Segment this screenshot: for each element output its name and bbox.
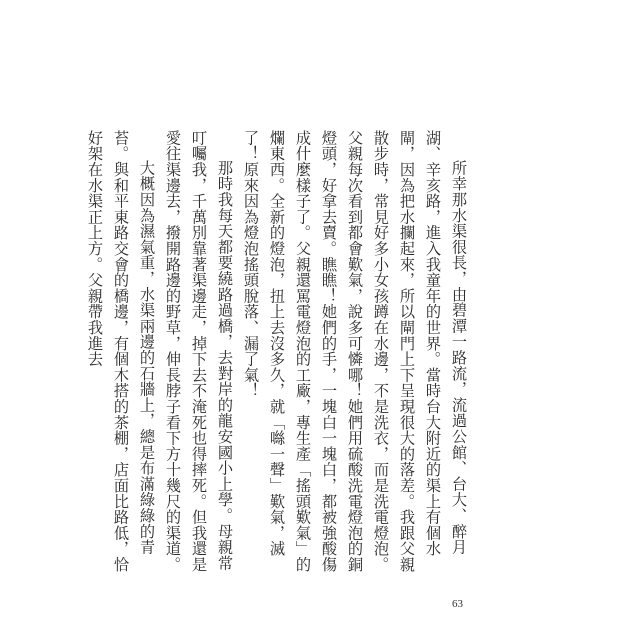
paragraph-1: 所幸那水渠很長，由碧潭一路流，流過公館、台大、醉月湖、辛亥路，進入我童年的世界。當時台大附近的渠上有個水閘，因為把水攔起來，所以閘門上下呈現很大的落差。我跟父親散步時，常見好多小女孩蹲在水邊，不是洗衣，而是洗電燈泡。父親每次看到都會歎氣，說多可憐哪！她們用硫酸洗電燈泡的銅燈頭，好拿去賣。瞧瞧！她們的手，一塊白一塊白，都被強酸傷成什麼樣子了。父親還罵電燈泡的工廠，專生產「搖頭歎氣」的爛東西。全新的燈泡，扭上去沒多久，就「噝一聲」歎氣，滅了！原來因為燈泡搖頭脫落、漏了氣！ [242,130,468,573]
paragraph-3: 大概因為濕氣重，水渠兩邊的石牆上，總是布滿綠綠的青苔。與和平東路交會的橋邊，有個木搭的茶棚，店面比路低，恰好架在水渠正上方。父親帶我進去 [86,130,156,573]
vertical-text-body [86,130,472,585]
paragraph-2: 那時我每天都要繞路過橋，去對岸的龍安國小上學。母親常叮囑我，千萬別靠著渠邊走，掉下去不淹死也得摔死。但我還是愛往渠邊去，撥開路邊的野草，伸長脖子看下方十幾尺的渠道。 [164,130,234,573]
page-number: 63 [452,598,463,610]
